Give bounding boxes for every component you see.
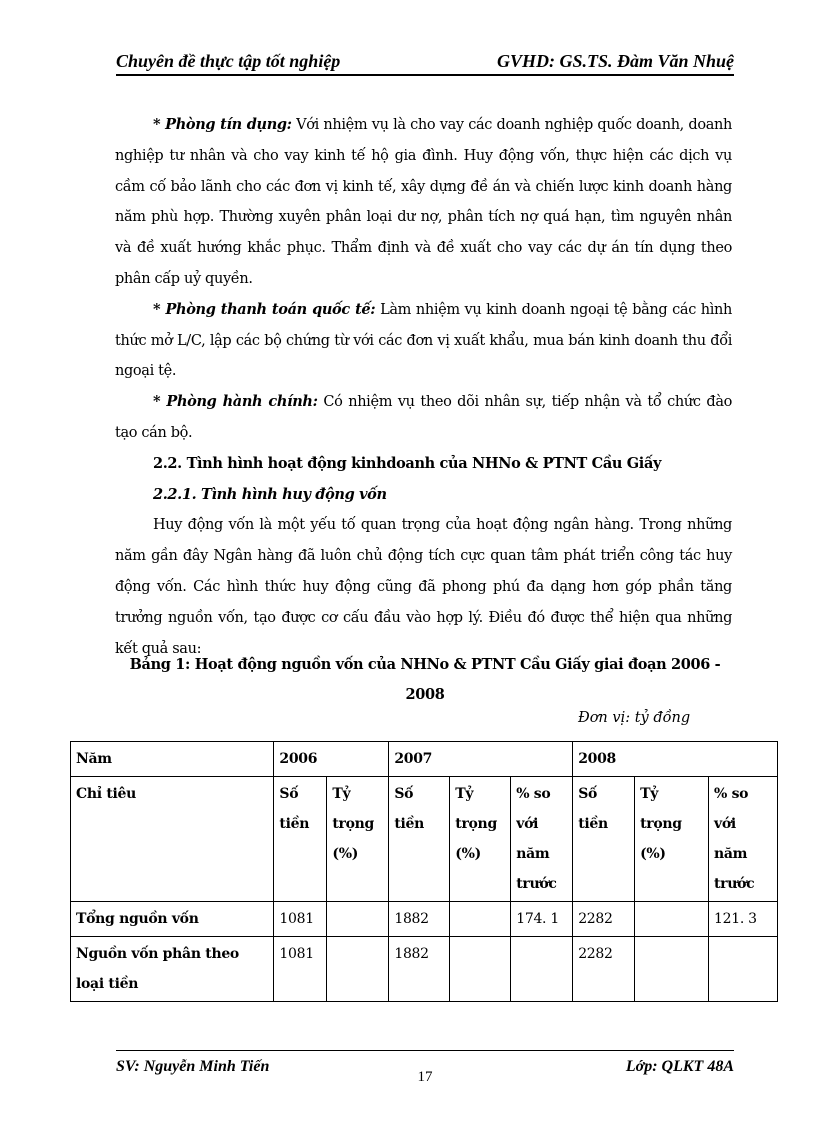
column-header: Tỷ trọng (%) — [327, 777, 389, 902]
indicator-header: Chỉ tiêu — [71, 777, 274, 902]
table-cell — [327, 937, 389, 1002]
paragraph-credit-department — [115, 110, 732, 295]
table-cell — [450, 902, 511, 937]
table-cell — [511, 937, 573, 1002]
table-unit: Đơn vị: tỷ đồng — [578, 710, 691, 726]
paragraph-text: Làm nhiệm vụ kinh doanh ngoại tệ bằng các hình thức mở L/C, lập các bộ chứng từ với các đơn vị xuất khẩu, mua bán kinh doanh thu đổi ngoại tệ. — [115, 301, 733, 380]
paragraph-label: * Phòng hành chính: — [153, 393, 318, 411]
column-header: Tỷ trọng (%) — [635, 777, 709, 902]
table-row — [71, 937, 778, 1002]
year-header: 2006 — [274, 742, 389, 777]
table-cell — [635, 937, 709, 1002]
row-label: Tổng nguồn vốn — [71, 902, 274, 937]
table-cell: 121. 3 — [709, 902, 778, 937]
paragraph-text: Với nhiệm vụ là cho vay các doanh nghiệp quốc doanh, doanh nghiệp tư nhân và cho vay kinh tế hộ gia đình. Huy động vốn, thực hiện các dịch vụ cầm cố bảo lãnh cho các đơn vị kinh tế, xây dựng đề án và chiến lược kinh doanh hàng năm phù hợp. Thường xuyên phân loại dư nợ, phân tích nợ quá hạn, tìm nguyên nhân và đề xuất hướng khắc phục. Thẩm định và đề xuất cho vay các dự án tín dụng theo phân cấp uỷ quyền. — [115, 117, 732, 287]
paragraph-label: * Phòng tín dụng: — [153, 116, 292, 133]
table-cell: 1081 — [274, 902, 327, 937]
column-header: Tỷ trọng (%) — [450, 777, 511, 902]
table-cell — [327, 902, 389, 937]
column-header: Số tiền — [573, 777, 635, 902]
table-cell — [635, 902, 709, 937]
column-header: Số tiền — [274, 777, 327, 902]
subsection-heading: 2.2.1. Tình hình huy động vốn — [153, 485, 387, 503]
table-title: Bảng 1: Hoạt động nguồn vốn của NHNo & PTNT Cầu Giấy giai đoạn 2006 - 2008 — [129, 656, 721, 703]
year-header: 2008 — [573, 742, 778, 777]
capital-table — [70, 741, 778, 1002]
paragraph-capital-mobilization: Huy động vốn là một yếu tố quan trọng của hoạt động ngân hàng. Trong những năm gần đây Ngân hàng đã luôn chủ động tích cực quan tâm phát triển công tác huy động vốn. Các hình thức huy động cũng đã phong phú đa dạng hơn góp phần tăng trưởng nguồn vốn, tạo được cơ cấu đầu vào hợp lý. Điều đó được thể hiện qua những kết quả sau: — [115, 517, 732, 657]
row-label: Nguồn vốn phân theo loại tiền — [71, 937, 274, 1002]
table-row — [71, 742, 778, 777]
paragraph-label: * Phòng thanh toán quốc tế: — [153, 300, 376, 318]
header-document-title: Chuyên đề thực tập tốt nghiệp — [116, 51, 341, 71]
page-footer — [116, 1050, 734, 1085]
paragraph-administration — [115, 387, 732, 449]
table-cell: 1081 — [274, 937, 327, 1002]
section-heading: 2.2. Tình hình hoạt động kinhdoanh của NHNo & PTNT Cầu Giấy — [153, 454, 662, 472]
footer-student: SV: Nguyễn Minh Tiến — [116, 1058, 270, 1075]
header-supervisor: GVHD: GS.TS. Đàm Văn Nhuệ — [496, 51, 734, 71]
year-header: 2007 — [389, 742, 573, 777]
page-number: 17 — [417, 1069, 433, 1085]
table-cell — [709, 937, 778, 1002]
table-cell: 174. 1 — [511, 902, 573, 937]
column-header: % so với năm trước — [511, 777, 573, 902]
table-cell — [450, 937, 511, 1002]
page-header — [116, 48, 734, 76]
table-cell: 2282 — [573, 937, 635, 1002]
paragraph-text: Có nhiệm vụ theo dõi nhân sự, tiếp nhận và tổ chức đào tạo cán bộ. — [115, 394, 732, 441]
paragraph-international-payment — [115, 295, 732, 387]
table-row — [71, 777, 778, 902]
table-cell: 1882 — [389, 937, 450, 1002]
column-header: % so với năm trước — [709, 777, 778, 902]
table-row — [71, 902, 778, 937]
table-cell: 1882 — [389, 902, 450, 937]
footer-class: Lớp: QLKT 48A — [625, 1058, 734, 1075]
column-header: Số tiền — [389, 777, 450, 902]
table-cell: 2282 — [573, 902, 635, 937]
body-text — [115, 110, 732, 664]
year-header-label: Năm — [71, 742, 274, 777]
